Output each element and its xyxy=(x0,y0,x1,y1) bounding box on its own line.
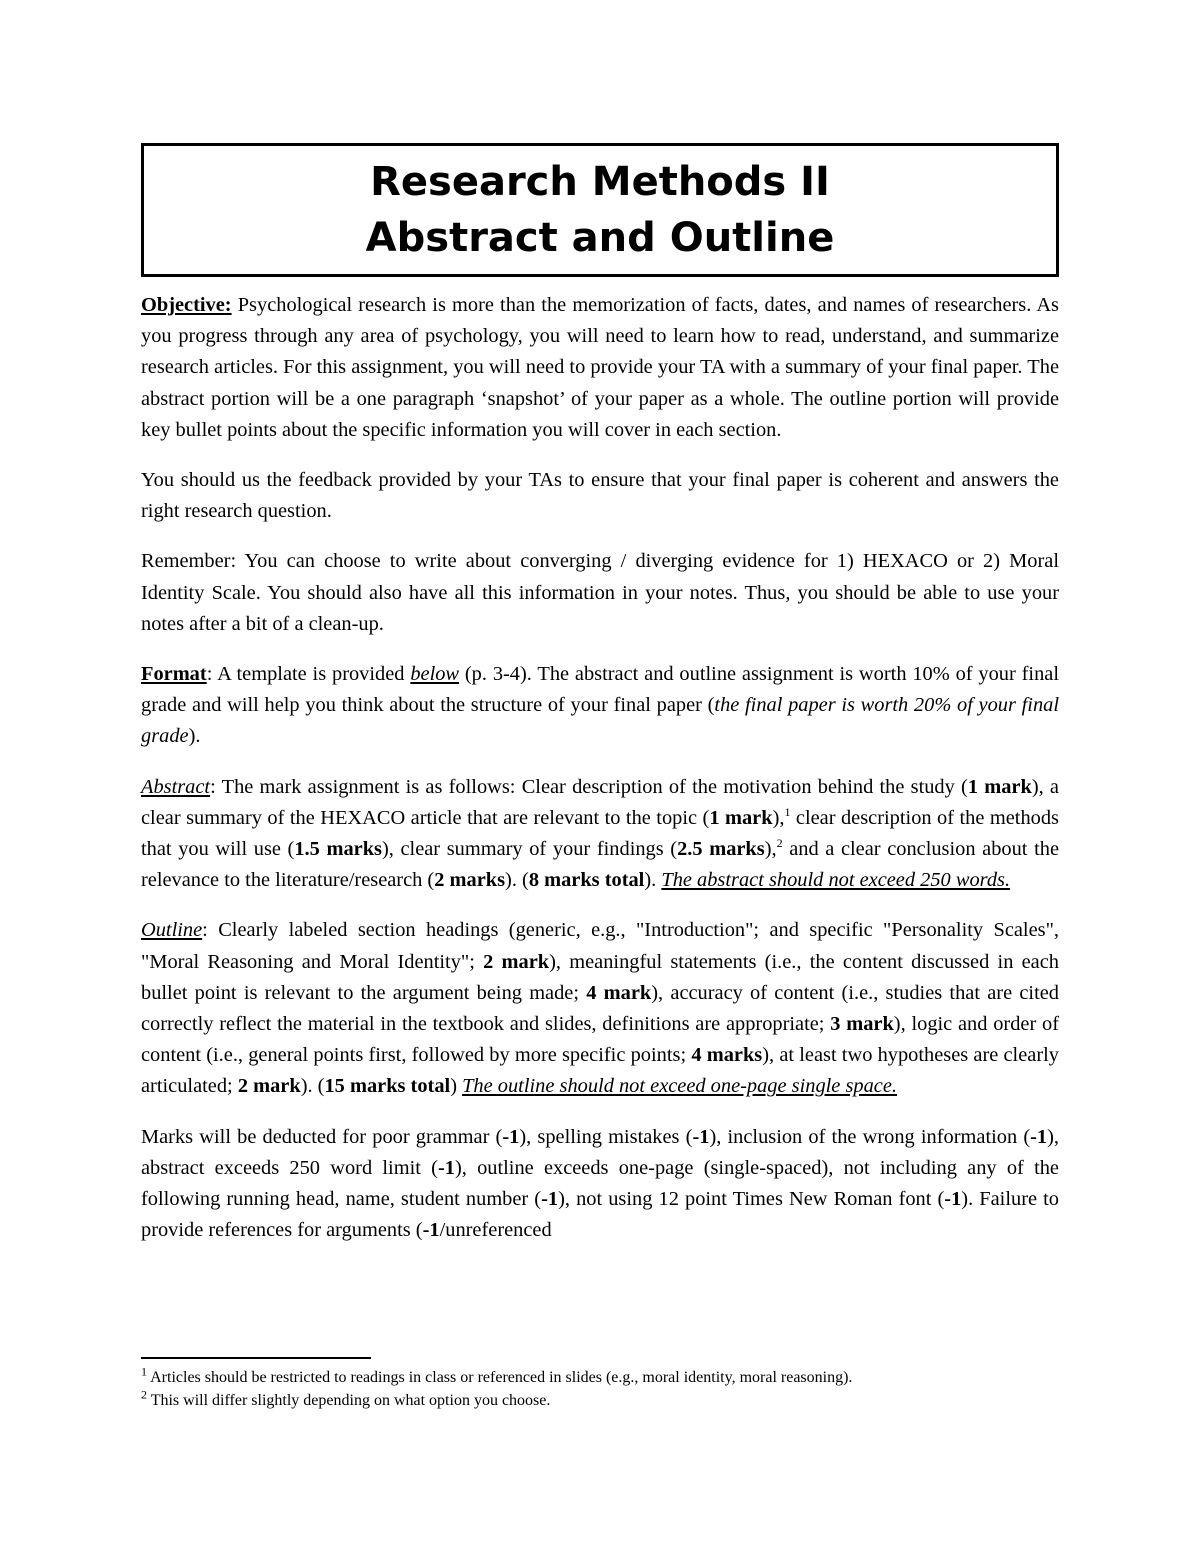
deduction-value: -1 xyxy=(1030,1125,1048,1148)
deductions-text: ), not using 12 point Times New Roman font ( xyxy=(558,1188,945,1211)
mark-value: 1.5 marks xyxy=(294,838,382,861)
remember-paragraph: Remember: You can choose to write about converging / diverging evidence for 1) HEXACO or 2) Moral Identity Scale. You should also have all this information in your notes. Thus, you should be able to use your notes after a bit of a clean-up. xyxy=(141,550,1059,635)
deductions-text: /unreferenced xyxy=(439,1219,552,1242)
footnote-ref-2: 2 xyxy=(776,836,783,851)
mark-value: 2 marks xyxy=(434,869,506,892)
outline-text: ), accuracy of content (i.e., studies that are cited correctly reflect the material in the textbook and slides, definitions are appropriate; xyxy=(141,981,1059,1036)
mark-value: 4 marks xyxy=(691,1044,763,1067)
mark-value: 2 mark xyxy=(237,1075,301,1098)
mark-value: 2.5 marks xyxy=(677,838,765,861)
outline-page-limit: The outline should not exceed one-page single space. xyxy=(462,1075,897,1098)
title-line-1: Research Methods II xyxy=(370,159,830,205)
below-link: below xyxy=(410,663,460,686)
body-text xyxy=(141,290,1059,1265)
abstract-label: Abstract xyxy=(141,775,211,798)
deduction-value: -1 xyxy=(422,1219,440,1242)
footnote-number: 2 xyxy=(141,1387,147,1402)
objective-paragraph xyxy=(141,290,1059,446)
footnote-divider xyxy=(141,1357,371,1359)
outline-text: ), meaningful statements (i.e., the content discussed in each bullet point is relevant to the argument being made; xyxy=(141,950,1059,1004)
deductions-text: ), outline exceeds one-page (single-spaced), not including any of the following running head, name, student number ( xyxy=(141,1156,1059,1211)
title-box xyxy=(141,143,1059,277)
outline-text: ). ( xyxy=(300,1075,325,1098)
abstract-text: ), a clear summary of the HEXACO article that are relevant to the topic ( xyxy=(141,775,1059,829)
mark-value: 4 mark xyxy=(586,981,652,1004)
final-paper-note: the final paper is worth 20% of your final grade xyxy=(141,694,1060,748)
abstract-text: ), xyxy=(772,806,785,829)
deductions-paragraph xyxy=(141,1122,1059,1247)
outline-text: ) xyxy=(450,1075,463,1098)
outline-label: Outline xyxy=(141,919,203,942)
abstract-text: ). xyxy=(644,869,662,892)
format-text: : A template is provided xyxy=(206,663,411,686)
mark-value: 1 mark xyxy=(709,806,773,829)
footnote-2 xyxy=(141,1389,1059,1412)
outline-text: : Clearly labeled section headings (generic, e.g., "Introduction"; and specific "Personality Scales", "Moral Reasoning and Moral Identity"; xyxy=(141,919,1059,973)
format-text: ). xyxy=(188,725,201,748)
footnote-number: 1 xyxy=(141,1364,147,1379)
mark-total: 15 marks total xyxy=(324,1075,451,1098)
mark-value: 1 mark xyxy=(967,775,1032,798)
abstract-text: ), xyxy=(764,838,777,861)
footnote-text: Articles should be restricted to readings in class or referenced in slides (e.g., moral identity, moral reasoning). xyxy=(147,1369,853,1386)
footnote-ref-1: 1 xyxy=(784,805,791,820)
outline-text: ), at least two hypotheses are clearly articulated; xyxy=(141,1044,1059,1098)
format-paragraph xyxy=(141,659,1059,753)
footnote-1 xyxy=(141,1366,1059,1389)
abstract-text: clear description of the methods that you will use ( xyxy=(141,806,1059,861)
deductions-text: ), spelling mistakes ( xyxy=(519,1125,693,1148)
footnote-text: This will differ slightly depending on what option you choose. xyxy=(147,1392,551,1409)
deduction-value: -1 xyxy=(944,1188,962,1211)
abstract-text: ), clear summary of your findings ( xyxy=(381,838,678,861)
deduction-value: -1 xyxy=(692,1125,710,1148)
abstract-text: : The mark assignment is as follows: Clear description of the motivation behind the study ( xyxy=(210,775,968,798)
outline-paragraph xyxy=(141,915,1059,1102)
mark-total: 8 marks total xyxy=(528,869,645,892)
abstract-word-limit: The abstract should not exceed 250 words. xyxy=(661,869,1011,892)
deductions-text: Marks will be deducted for poor grammar ( xyxy=(141,1125,503,1148)
abstract-text: and a clear conclusion about the relevance to the literature/research ( xyxy=(141,838,1059,892)
outline-text: ), logic and order of content (i.e., general points first, followed by more specific points; xyxy=(141,1013,1060,1067)
deductions-text: ), inclusion of the wrong information ( xyxy=(709,1125,1031,1148)
deduction-value: -1 xyxy=(502,1125,520,1148)
abstract-text: ). ( xyxy=(505,869,529,892)
deductions-text: ), abstract exceeds 250 word limit ( xyxy=(141,1125,1060,1179)
feedback-paragraph: You should us the feedback provided by your TAs to ensure that your final paper is coherent and answers the right research question. xyxy=(141,469,1059,523)
deductions-text: ). Failure to provide references for arguments ( xyxy=(141,1188,1059,1242)
deduction-value: -1 xyxy=(541,1188,559,1211)
footnotes xyxy=(141,1366,1059,1412)
format-label: Format xyxy=(141,663,207,686)
objective-text: Psychological research is more than the memorization of facts, dates, and names of researchers. As you progress through any area of psychology, you will need to learn how to read, understand, and summarize research articles. For this assignment, you will need to provide your TA with a summary of your final paper. The abstract portion will be a one paragraph ‘snapshot’ of your paper as a whole. The outline portion will provide key bullet points about the specific information you will cover in each section. xyxy=(141,294,1059,441)
document-page xyxy=(141,0,1059,1553)
title-line-2: Abstract and Outline xyxy=(365,215,835,261)
objective-label: Objective: xyxy=(141,294,232,316)
mark-value: 3 mark xyxy=(830,1013,894,1036)
abstract-paragraph xyxy=(141,772,1059,897)
deduction-value: -1 xyxy=(437,1156,455,1179)
mark-value: 2 mark xyxy=(483,950,550,973)
format-text: (p. 3-4). The abstract and outline assignment is worth 10% of your final grade and will help you think about the structure of your final paper ( xyxy=(141,663,1059,717)
